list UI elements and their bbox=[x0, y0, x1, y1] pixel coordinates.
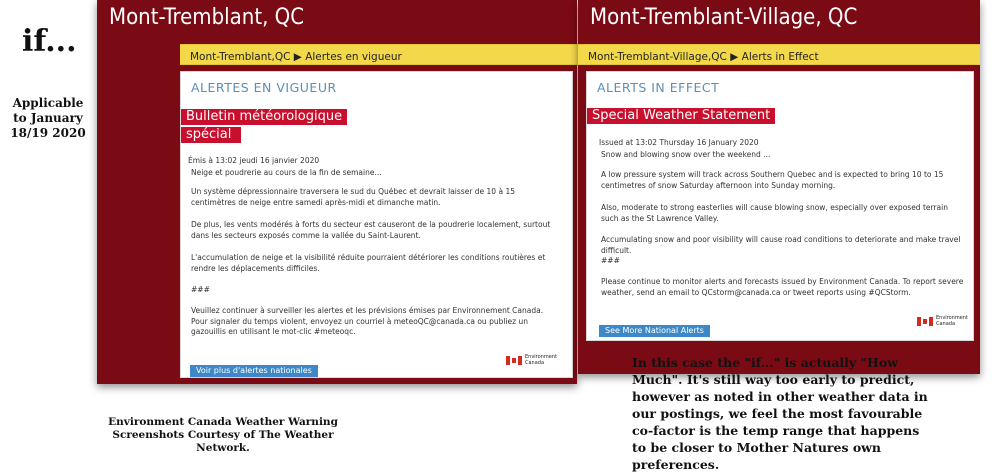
commentary-text: In this case the "if..." is actually "How Much". It's still way too early to predict, however as noted in other weather data in our postings, we feel the most favourable co-factor is the temp range that happens to be closer to Mother Natures own preferences. bbox=[632, 355, 928, 472]
alert-paragraph: Veuillez continuer à surveiller les alertes et les prévisions émises par Environnement Canada. Pour signaler du temps violent, envoyez un courriel à meteoQC@canada.ca ou publiez un gazouillis en utilisant le mot-clic #meteoqc. bbox=[191, 306, 544, 336]
alert-content bbox=[180, 71, 573, 378]
alert-paragraph: Un système dépressionnaire traversera le sud du Québec et devrait laisser de 10 à 15 centimètres de neige entre samedi après-midi et dimanche matin. bbox=[191, 187, 515, 207]
issued-time: Issued at 13:02 Thursday 16 January 2020 bbox=[599, 138, 759, 147]
alert-type-band: Special Weather Statement bbox=[587, 108, 775, 124]
canada-flag-icon bbox=[506, 356, 522, 365]
alert-paragraph: De plus, les vents modérés à forts du secteur est causeront de la poudrerie localement, surtout dans les secteurs exposés comme la vallée du Saint-Laurent. bbox=[191, 220, 551, 240]
section-title: ALERTS IN EFFECT bbox=[597, 80, 720, 95]
alert-headline: Neige et poudrerie au cours de la fin de semaine... bbox=[191, 168, 382, 177]
applicable-date-note: Applicable to January 18/19 2020 bbox=[10, 96, 86, 140]
location-title: Mont-Tremblant-Village, QC bbox=[590, 5, 858, 30]
alert-type-band-line2: spécial bbox=[181, 127, 241, 143]
more-national-alerts-button[interactable]: Voir plus d'alertes nationales bbox=[190, 365, 318, 377]
alert-content bbox=[586, 71, 974, 341]
environment-canada-logo: Environment Canada bbox=[506, 355, 557, 366]
canada-flag-icon bbox=[917, 317, 933, 326]
breadcrumb bbox=[578, 44, 980, 65]
alert-paragraph: Please continue to monitor alerts and forecasts issued by Environment Canada. To report severe weather, send an email to QCstorm@canada.ca or tweet reports using #QCStorm. bbox=[601, 277, 964, 297]
if-title: if... bbox=[22, 24, 77, 59]
location-title: Mont-Tremblant, QC bbox=[109, 5, 305, 30]
issued-time: Émis à 13:02 jeudi 16 janvier 2020 bbox=[188, 156, 320, 165]
alert-paragraph: L'accumulation de neige et la visibilité réduite pourraient détériorer les conditions routières et rendre les déplacements difficiles. bbox=[191, 253, 546, 273]
alert-separator: ### bbox=[601, 256, 620, 265]
section-title: ALERTES EN VIGUEUR bbox=[191, 80, 337, 95]
alert-panel-english bbox=[578, 0, 980, 374]
environment-canada-logo: Environment Canada bbox=[917, 316, 968, 327]
alert-separator: ### bbox=[191, 285, 210, 294]
screenshot-credit: Environment Canada Weather Warning Screenshots Courtesy of The Weather Network. bbox=[108, 416, 338, 454]
alert-headline: Snow and blowing snow over the weekend ... bbox=[601, 150, 771, 159]
alert-paragraph: A low pressure system will track across Southern Quebec and is expected to bring 10 to 15 centimetres of snow Saturday afternoon into Sunday morning. bbox=[601, 170, 944, 190]
alert-panel-french bbox=[97, 0, 577, 384]
alert-paragraph: Also, moderate to strong easterlies will cause blowing snow, especially over exposed terrain such as the St Lawrence Valley. bbox=[601, 203, 948, 223]
alert-type-band: Bulletin météorologique bbox=[181, 109, 347, 125]
breadcrumb-link[interactable]: Mont-Tremblant,QC ▶ Alertes en vigueur bbox=[190, 51, 402, 63]
breadcrumb bbox=[180, 44, 577, 65]
breadcrumb-link[interactable]: Mont-Tremblant-Village,QC ▶ Alerts in Effect bbox=[588, 51, 819, 63]
more-national-alerts-button[interactable]: See More National Alerts bbox=[599, 325, 710, 337]
alert-paragraph: Accumulating snow and poor visibility will cause road conditions to deteriorate and make travel difficult. bbox=[601, 235, 961, 255]
